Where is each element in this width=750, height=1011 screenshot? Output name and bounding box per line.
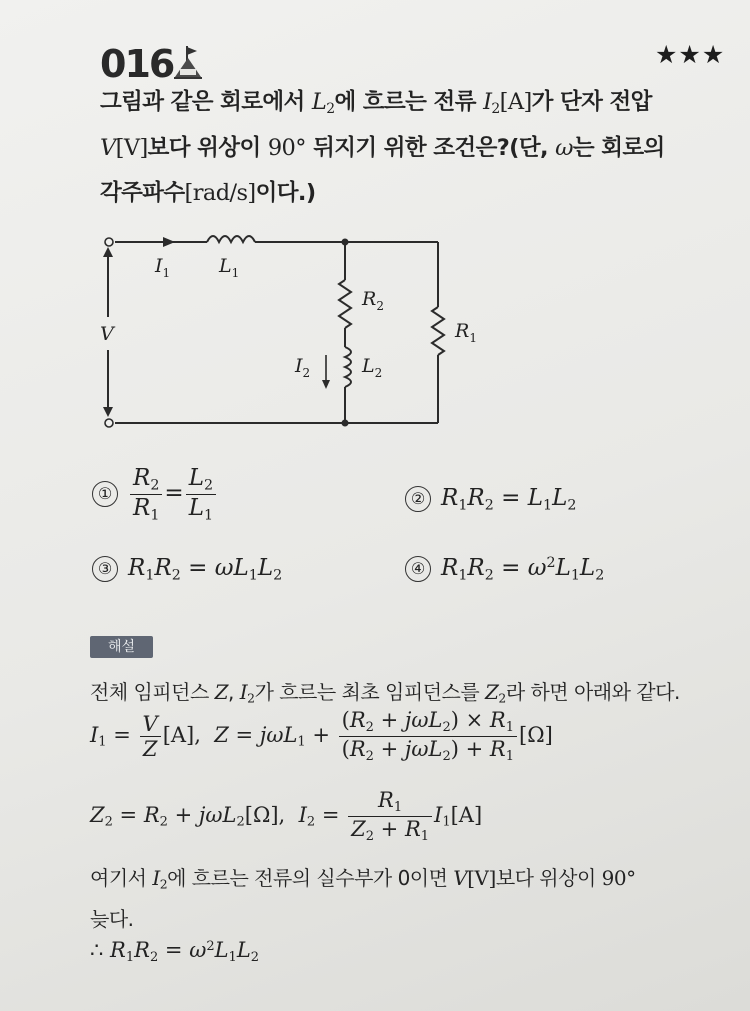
difficulty-stars: ★★★ (655, 40, 726, 69)
svg-text:I1: $I_1$ (155, 255, 171, 280)
option-1[interactable]: ① $\frac{R_2}{R_1}$ = $\frac{L_2}{L_1}$ (92, 465, 218, 523)
svg-text:L2: $L_2$ (362, 355, 383, 380)
question-line-1: 그림과 같은 회로에서 $L_2$에 흐르는 전류 $I_2[A]$가 단자 전압 (100, 89, 652, 118)
svg-text:R1: $R_1$ (455, 320, 477, 345)
flag-badge-icon (172, 44, 204, 80)
question-line-2: V[V]보다 위상이 90° 뒤지기 위한 조건은?(단, ω는 회로의 (100, 135, 665, 161)
explanation-line-2: 여기서 $I_2$에 흐르는 전류의 실수부가 0이면 V[V]보다 위상이 90° (90, 866, 636, 892)
circuit-diagram (95, 225, 495, 440)
svg-text:I2: $I_2$ (295, 355, 311, 380)
svg-text:V: V (100, 323, 114, 345)
explanation-line-3: 늦다. (90, 907, 134, 931)
option-2[interactable]: ② $R_1R_2 = L_1L_2$ (405, 485, 576, 513)
svg-text:L1: $L_1$ (219, 255, 240, 280)
equation-1: $I_1$ = $\frac{V}{Z}$ [A], Z = jωL$_1$ + $\frac{(R_2 + j\omega L_2) \times R_1}{(R_2 + j\omega L_2) + R_1}$ [Ω] (90, 708, 553, 764)
conclusion: ∴ $R_1R_2 = \omega^2L_1L_2$ (90, 938, 260, 965)
option-3[interactable]: ③ $R_1R_2 = \omega L_1L_2$ (92, 555, 282, 583)
equation-2: $Z_2 = R_2 + j\omega L_2[\Omega]$, $I_2$ = $\frac{R_1}{Z_2 + R_1}$ $I_1[A]$ (90, 788, 483, 844)
question-line-3: 각주파수[rad/s]이다.) (100, 180, 316, 206)
question-number: 016 (100, 42, 174, 86)
explanation-tag: 해설 (90, 636, 153, 658)
explanation-line-1: 전체 임피던스 Z, $I_2$가 흐르는 최초 임피던스를 $Z_2$라 하면 아래와 같다. (90, 680, 680, 706)
option-4[interactable]: ④ $R_1R_2 = \omega^2L_1L_2$ (405, 555, 604, 583)
svg-text:R2: $R_2$ (362, 288, 384, 313)
